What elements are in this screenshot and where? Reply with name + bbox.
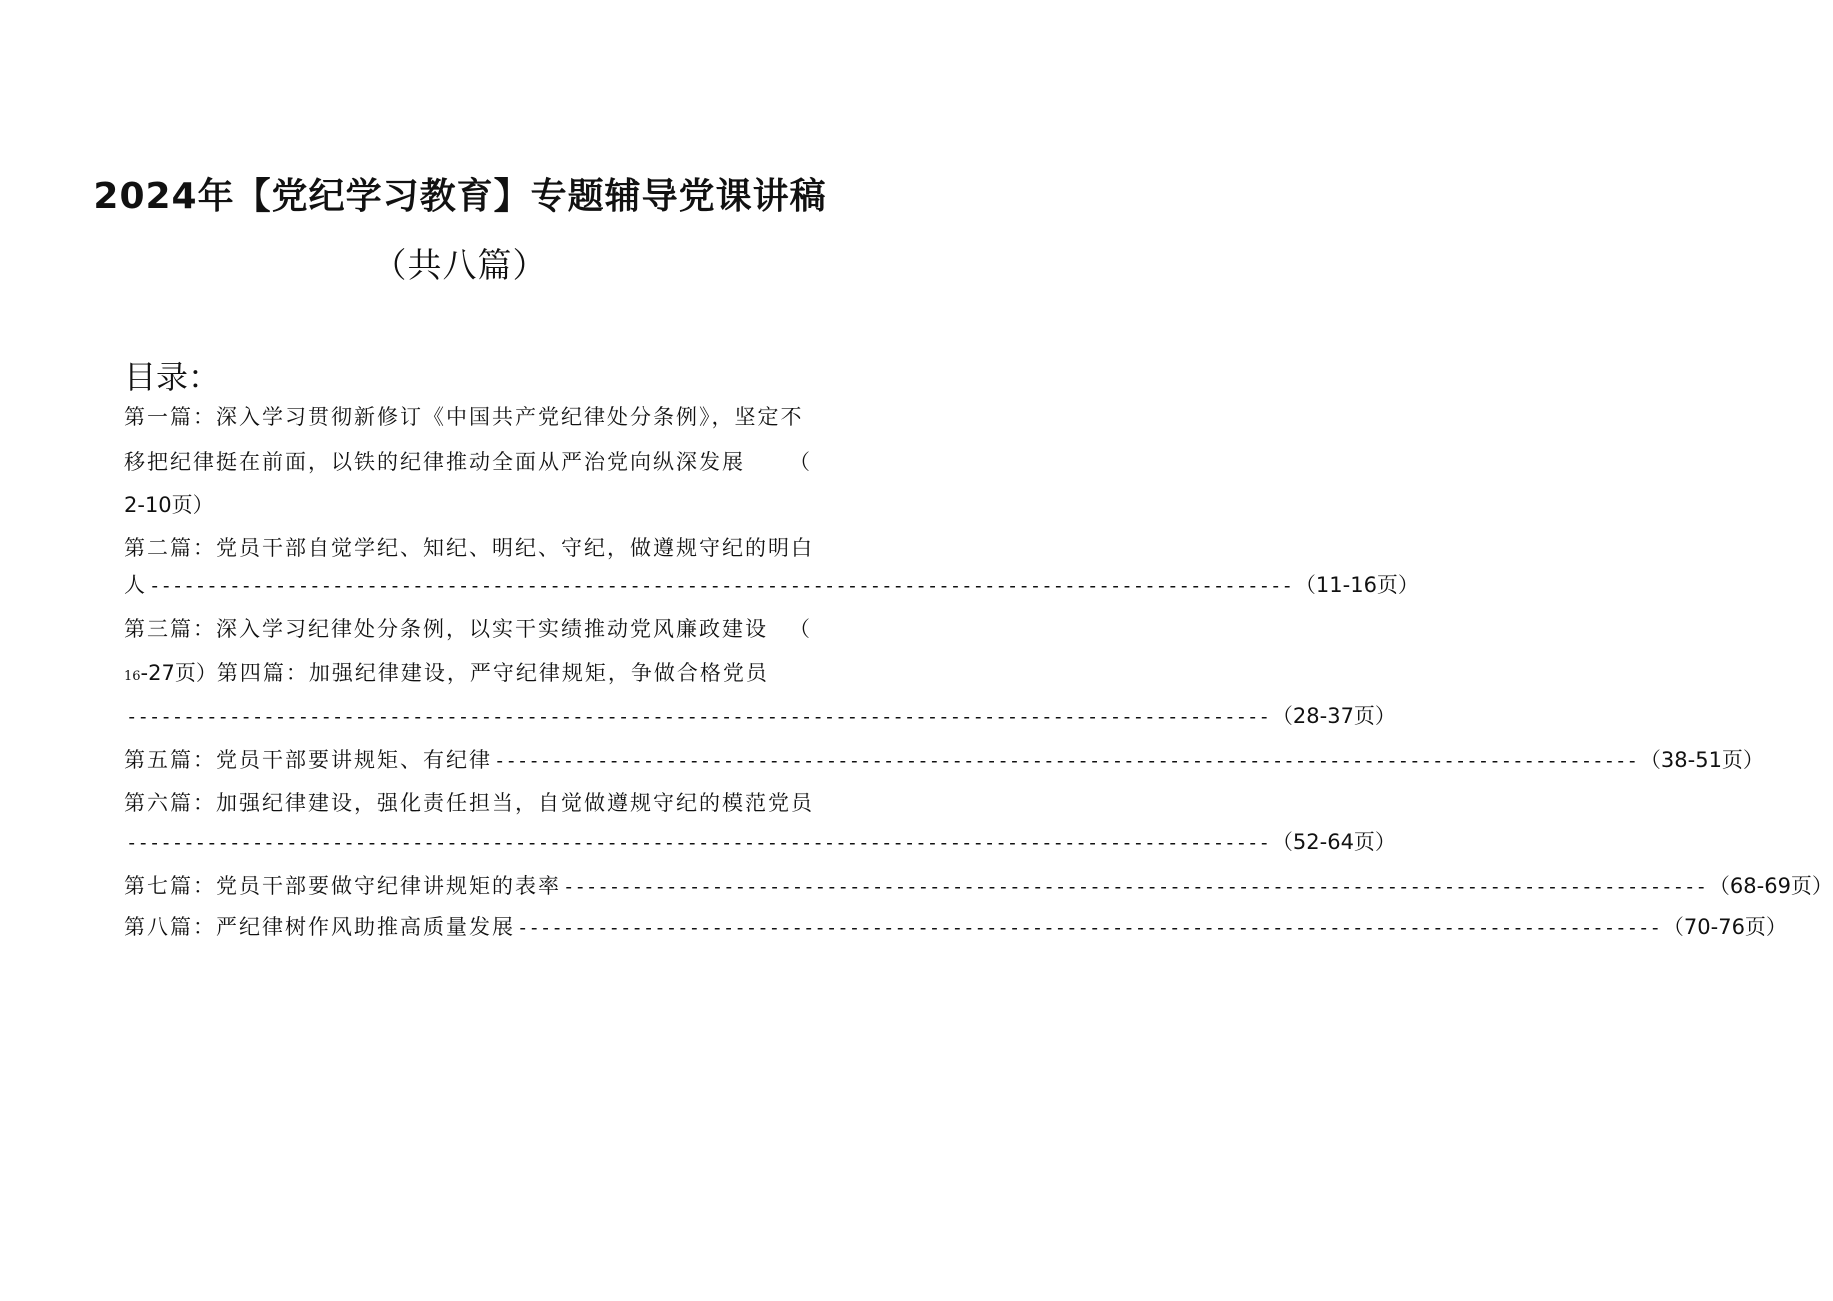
toc-entry-7-leader: ---------------------------------------------------------------------------------------------------- bbox=[563, 876, 1707, 898]
toc-entry-4-title: 第四篇：加强纪律建设，严守纪律规矩，争做合格党员 bbox=[216, 661, 769, 685]
toc-entry-5-title: 第五篇：党员干部要讲规矩、有纪律 bbox=[124, 748, 492, 772]
toc-entry-4-line-2 bbox=[124, 701, 1396, 732]
toc-entry-3-line-2 bbox=[124, 658, 812, 692]
toc-entry-2-line-1 bbox=[124, 533, 812, 563]
toc-entry-8-leader: ---------------------------------------------------------------------------------------------------- bbox=[517, 917, 1661, 939]
toc-entry-5 bbox=[124, 745, 1764, 776]
toc-entry-1-title-part-1: 第一篇：深入学习贯彻新修订《中国共产党纪律处分条例》，坚定不 bbox=[124, 405, 804, 429]
toc-entry-6-line-2 bbox=[124, 827, 1396, 858]
toc-entry-3-line-1 bbox=[124, 614, 812, 644]
toc-entry-1-pages: 2-10页） bbox=[124, 493, 214, 517]
toc-entry-6-title: 第六篇：加强纪律建设，强化责任担当，自觉做遵规守纪的模范党员 bbox=[124, 791, 814, 815]
toc-entry-3-paren: （ bbox=[789, 617, 812, 641]
toc-entry-1-line-1 bbox=[124, 402, 812, 432]
toc-entry-6-line-1 bbox=[124, 788, 812, 818]
toc-entry-8-title: 第八篇：严纪律树作风助推高质量发展 bbox=[124, 915, 515, 939]
document-subtitle: （共八篇） bbox=[372, 246, 548, 286]
toc-entry-1-line-2 bbox=[124, 447, 812, 477]
toc-entry-8 bbox=[124, 912, 1787, 943]
toc-entry-6-leader: ---------------------------------------------------------------------------------------------------- bbox=[126, 832, 1270, 854]
toc-entry-2-leader: ---------------------------------------------------------------------------------------------------- bbox=[149, 575, 1293, 597]
toc-entry-3-title: 第三篇：深入学习纪律处分条例，以实干实绩推动党风廉政建设 bbox=[124, 617, 768, 641]
document-title: 2024年【党纪学习教育】专题辅导党课讲稿 bbox=[93, 176, 827, 217]
toc-entry-1-title-part-2: 移把纪律挺在前面，以铁的纪律推动全面从严治党向纵深发展 bbox=[124, 450, 745, 474]
toc-heading: 目录： bbox=[124, 358, 221, 396]
toc-entry-3-pages: -27页） bbox=[140, 661, 217, 685]
toc-entry-7-title: 第七篇：党员干部要做守纪律讲规矩的表率 bbox=[124, 874, 561, 898]
toc-entry-5-pages: （38-51页） bbox=[1639, 748, 1764, 772]
toc-entry-3-page-start: 16 bbox=[124, 669, 141, 684]
toc-entry-4-leader: ---------------------------------------------------------------------------------------------------- bbox=[126, 706, 1270, 728]
toc-entry-2-line-2 bbox=[124, 570, 1419, 601]
toc-entry-8-pages: （70-76页） bbox=[1662, 915, 1787, 939]
toc-entry-1-paren: （ bbox=[789, 450, 812, 474]
toc-entry-1-line-3 bbox=[124, 490, 812, 520]
toc-entry-4-pages: （28-37页） bbox=[1271, 704, 1396, 728]
toc-entry-6-pages: （52-64页） bbox=[1271, 830, 1396, 854]
toc-entry-7 bbox=[124, 871, 1833, 902]
toc-entry-2-pages: （11-16页） bbox=[1294, 573, 1419, 597]
toc-entry-5-leader: ---------------------------------------------------------------------------------------------------- bbox=[494, 750, 1638, 772]
toc-entry-2-title-part-2: 人 bbox=[124, 573, 147, 597]
toc-entry-7-pages: （68-69页） bbox=[1708, 874, 1833, 898]
toc-entry-2-title-part-1: 第二篇：党员干部自觉学纪、知纪、明纪、守纪，做遵规守纪的明白 bbox=[124, 536, 814, 560]
